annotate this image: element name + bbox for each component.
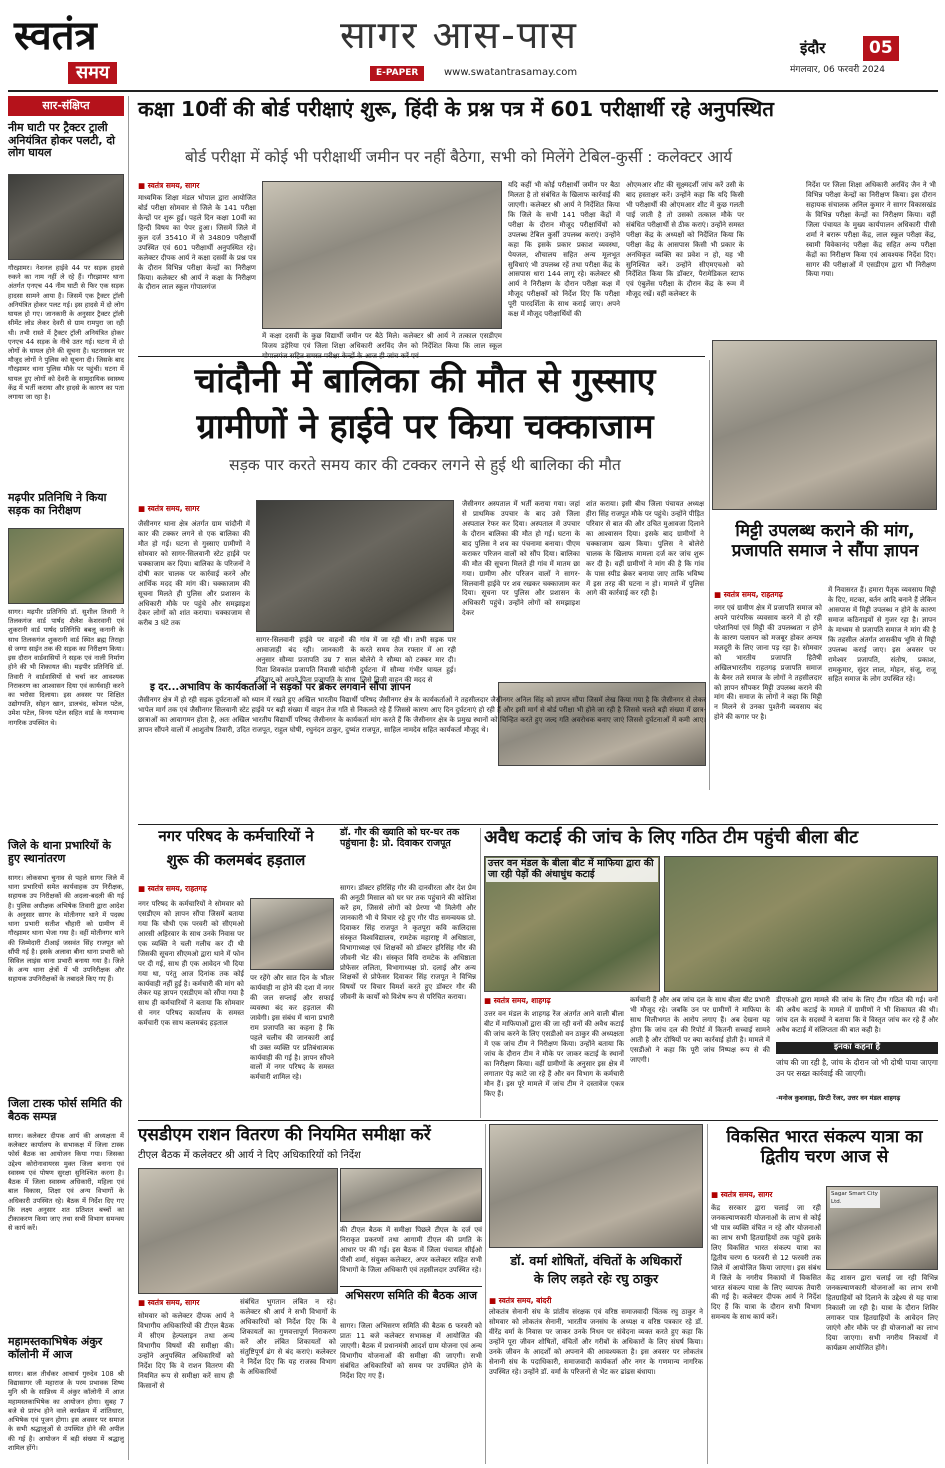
tl-meeting-photo-2 [340,1168,482,1222]
raghu-headline-1: डॉ. वर्मा शोषितों, वंचितों के अधिकारों [510,1253,682,1268]
edition-box [790,34,940,84]
sidebar-divider [128,96,129,1460]
ration-col3: की टीएल बैठक में समीक्षा पिछले टीएल के दर्ज एवं निराकृत प्रकरणों तथा आगामी टीएल की प्रगति के आधार पर की गई। इस बैठक में जिला पंचायत सीईओ पीसी शर्मा, संयुक्त कलेक्टर, अपर कलेक्टर सहित सभी विभागों के जिला अधिकारी एवं तहसीलदार उपस्थित रहे। [340,1226,482,1274]
raghu-divider [707,1124,708,1464]
ration-subhead: टीएल बैठक में कलेक्टर श्री आर्य ने दिए अधिकारियों को निर्देश [138,1150,361,1161]
strike-byline [138,884,274,894]
raghu-byline-text: स्वतंत्र समय, बांदरी [498,1296,552,1305]
masthead-rule [8,90,938,92]
byline-bullet-icon: ■ [711,1190,721,1199]
byline-bullet-icon: ■ [138,884,148,893]
smart-city-sign: Sagar Smart City Ltd. [830,1190,880,1208]
abvp-headline: इ दर...अभाविप के कार्यकर्ताओं ने सड़कों पर ब्रेकर लगवाने सौंपा ज्ञापन [150,682,411,693]
ration-col1: सोमवार को कलेक्टर दीपक आर्य ने विभागीय अधिकारियों की टीएल बैठक में सीएम हेल्पलाइन तथा अन्य विभागीय विषयों की समीक्षा की। उन्होंने अनुपस्थित अधिकारियों को निर्देश दिए कि वे राशन वितरण की नियमित रूप से समीक्षा करें साथ ही किसानों से [138,1312,234,1390]
forest-col2: कर्मचारी हैं और अब जांच दल के साथ बीला बीट प्रभारी भी मौजूद रहे। जबकि उन पर ग्रामीणों ने माफिया के साथ मिलीभगत के आरोप लगाए हैं। अब देखना यह होगा कि जांच दल की रिपोर्ट में कितनी सच्चाई सामने आती है और दोषियों पर क्या कार्रवाई होती है। मामले में एसडीओ ने कहा कि पूरी जांच निष्पक्ष रूप से की जाएगी। [630,996,770,1064]
strike-headline-2: शुरू की कलमबंद हड़ताल [166,851,306,869]
forest-officials-photo [664,856,938,992]
exam-col3: ओएमआर शीट की सूक्ष्मदर्शी जांच करें उसी के बाद हस्ताक्षर करें। उन्होंने कहा कि यदि किसी भी परीक्षार्थी की ओएमआर शीट में कुछ गलती पाई जाती है तो उसको तत्काल मौके पर संबंधित परीक्षार्थी से ठीक कराएं। उन्होंने समस्त परीक्षा केंद्र के अध्यक्षों को निर्देशित किया कि परीक्षा केंद्र के आसपास किसी भी प्रकार के अनधिकृत व्यक्ति का प्रवेश न हो, यह भी सुनिश्चित करें। उन्होंने सीएमएचओ को निर्देशित किया कि डॉक्टर, पैरामेडिकल स्टाफ एवं एंबुलेंस परीक्षा के दौरान केंद्र के रूम में मौजूद रखें। वहीं कलेक्टर के [626,181,744,299]
quote-attribution: -मनोज कुशवाहा, डिप्टी रेंजर, उत्तर वन मंडल शाहगढ़ [776,1094,901,1102]
exam-byline-text: स्वतंत्र समय, सागर [147,181,200,190]
sidebar-item-2-title: जिले के थाना प्रभारियों के हुए स्थानांतरण [8,839,111,865]
viksit-headline: विकसित भारत संकल्प यात्रा का द्वितीय चरण आज से [726,1127,923,1167]
byline-bullet-icon: ■ [138,181,148,190]
logo-line2: समय [68,62,117,84]
edition-city: इंदौर [800,39,826,57]
gaur-headline: डॉ. गौर की ख्याति को घर-घर तक पहुंचाना है: प्रो. दिवाकर राजपूत [340,827,460,849]
exam-col2: यदि कहीं भी कोई परीक्षार्थी जमीन पर बैठा मिलता है तो संबंधित के खिलाफ कार्रवाई की जाएगी। कलेक्टर श्री आर्य ने निर्देशित किया कि जिले के सभी 141 परीक्षा केंद्रों में परीक्षा के दौरान मौजूद परीक्षार्थियों को उपलब्ध टेबिल कुर्सी उपलब्ध कराएं। उन्होंने कहा कि इसके प्रकार प्रकाश व्यवस्था, पेयजल, शौचालय सहित अन्य मूलभूत सुविधाएं भी उपलब्ध रहें तथा परीक्षा केंद्र के आसपास धारा 144 लागू रहे। कलेक्टर श्री आर्य ने निरीक्षण के दौरान परीक्षा कक्ष में मौजूद परीक्षकों को निर्देश दिए कि परीक्षा पूरी पारदर्शिता के साथ कराई जाए। अपने कक्ष में मौजूद परीक्षार्थियों की [508,181,620,319]
ration-divider [485,1124,486,1464]
viksit-byline-text: स्वतंत्र समय, सागर [720,1190,773,1199]
highway-blockade-photo [256,500,454,632]
tractor-accident-photo [8,174,124,260]
accident-byline-text: स्वतंत्र समय, सागर [147,504,200,513]
strike-photo [250,898,334,970]
viksit-col2: केंद्र शासन द्वारा चलाई जा रही विभिन्न जनकल्याणकारी योजनाओं का लाभ सभी हितग्राहियों को दिलाने के उद्देश्य से यह यात्रा निकाली जा रही है। यात्रा के दौरान शिविर लगाकर पात्र हितग्राहियों के आवेदन लिए जाएंगे और मौके पर ही योजनाओं का लाभ दिया जाएगा। सभी नगरीय निकायों में कार्यक्रम आयोजित होंगे। [826,1274,938,1352]
strike-col2: पर रहेंगे और सात दिन के भीतर कार्यवाही ना होने की दशा में नगर की जल सप्लाई और सफाई व्यवस्था बंद कर हड़ताल की जावेगी। इस संबंध में थाना प्रभारी राम प्रजापति का कहना है कि पहले चलीच की जानकारी आई थी उक्त व्यक्ति पर प्रतिबंधात्मक कार्यवाही की गई है। ज्ञापन सौंपने वालों में नगर परिषद के समस्त कर्मचारी शामिल रहे। [250,974,334,1082]
masthead [0,0,945,90]
prajapati-headline: मिट्टी उपलब्ध कराने की मांग, प्रजापति समाज ने सौंपा ज्ञापन [731,521,919,561]
road-inspection-photo [8,528,124,604]
edition-date: मंगलवार, 06 फरवरी 2024 [790,65,886,75]
abhibhashan-text: सागर। जिला अभिसरण समिति की बैठक 6 फरवरी को प्रातः 11 बजे कलेक्टर सभाकक्ष में आयोजित की जाएगी। बैठक में प्रधानमंत्री आदर्श ग्राम योजना एवं अन्य विभागीय योजनाओं की समीक्षा की जाएगी। सभी संबंधित अधिकारियों को समय पर उपस्थित होने के निर्देश दिए गए हैं। [340,1322,482,1380]
forest-col3: डीएफओ द्वारा मामले की जांच के लिए टीम गठित की गई। वनों की अवैध कटाई के मामले में ग्रामीणों ने भी शिकायत की थी। जांच दल के सदस्यों ने बताया कि वे विस्तृत जांच कर रहे हैं और अवैध कटाई में संलिप्तता की बात कही है। [776,996,938,1034]
strike-headline-1: नगर परिषद के कर्मचारियों ने [158,827,314,845]
accident-col4: जैसीनगर अस्पताल में भर्ती कराया गया। जहां से प्राथमिक उपचार के बाद उसे जिला अस्पताल रेफर कर दिया। अस्पताल में उपचार के दौरान बालिका की मौत हो गई। घटना के बाद पुलिस ने शव का पंचनामा बनाया। पीएम कराकर परिजन वालों को सौंप दिया। बालिका की मौत की सूचना मिलते ही गांव में मातम छा गया। ग्रामीण और परिजन वालों ने सागर-सिलवानी हाईवे पर शव रखकर चक्काजाम कर दिया। सूचना पर पुलिस और प्रशासन के अधिकारी पहुंचे। उन्होंने लोगों को समझाइश देकर [462,500,580,618]
abvp-rule [138,824,938,825]
exam-col1: माध्यमिक शिक्षा मंडल भोपाल द्वारा आयोजित बोर्ड परीक्षा सोमवार से जिले के 141 परीक्षा केन्द्रों पर शुरू हुई। पहले दिन कक्षा 10वीं का हिन्दी विषय का पेपर हुआ। जिसमें जिले में कुल दर्ज 35410 में से 34809 परीक्षार्थी उपस्थित एवं 601 परीक्षार्थी अनुपस्थित रहे। कलेक्टर दीपक आर्य ने कक्षा दसवीं के प्रश्न पत्र के दौरान विभिन्न परीक्षा केन्द्रों का निरीक्षण किया। कलेक्टर श्री आर्य ने कक्षा के निरीक्षण के दौरान लाल स्कूल गोपालगंज [138,194,256,292]
forest-byline-text: स्वतंत्र समय, शाहगढ़ [493,996,551,1005]
quote-label: इनका कहना है [833,1042,880,1052]
byline-bullet-icon: ■ [714,590,724,599]
tribute-photo [489,1124,703,1248]
accident-headline-2: ग्रामीणों ने हाईवे पर किया चक्काजाम [196,407,654,447]
logo [10,12,140,86]
prajapati-col2: में निवासरत हैं। हमारा पैतृक व्यवसाय मिट्टी के दिए, मटका, बर्तन आदि बनाने हैं लेकिन आसपास में मिट्टी उपलब्ध न होने के कारण समाज कठिनाइयों से गुजर रहा है। ज्ञापन के माध्यम से प्रजापति समाज ने मांग की है कि तहसील अंतर्गत शासकीय भूमि से मिट्टी उपलब्ध कराई जाए। इस अवसर पर रामेश्वर प्रजापति, संतोष, प्रकाश, रामकुमार, सुंदर लाल, मोहन, संजू, राजू सहित समाज के लोग उपस्थित रहे। [828,586,936,684]
tl-meeting-photo [138,1168,338,1294]
prajapati-byline [714,590,824,600]
sidebar [8,96,124,1460]
sidebar-item-2-text: सागर। लोकसभा चुनाव से पहले सागर जिले में थाना प्रभारियों समेत कार्यवाहक उप निरीक्षक, सहायक उप निरीक्षकों की अदला-बदली की गई है। पुलिस अधीक्षक अभिषेक तिवारी द्वारा आदेश के अनुसार सागर के मोतीनगर थाने में पदस्थ थाना प्रभारी सतीश चौहारी को ग्रामीण में गौरझामर थाना भेजा गया है। वहीं मोतीनगर थाने की जिम्मेदारी टीआई जसवंत सिंह राजपूत को सौंपी गई है। इसके अलावा बीना थाना प्रभारी को सिविल लाइंस थाना प्रभारी बनाया गया है। जिले के अन्य थाना क्षेत्रों में भी उपनिरीक्षक और सहायक उपनिरीक्षकों के तबादले किए गए हैं। [8,874,124,984]
sidebar-item-4-title: महामस्तकाभिषेक अंकुर कॉलोनी में आज [8,1335,103,1361]
viksit-byline [711,1190,831,1200]
sidebar-item-4-text: सागर। बाल तीर्थंकर आचार्य गुरुदेव 108 श्री विद्यासागर जी महाराज के परम प्रभावक शिष्य मुनि श्री के सान्निध्य में अंकुर कॉलोनी में आज महामस्तकाभिषेक का आयोजन होगा। सुबह 7 बजे से प्रारंभ होने वाले कार्यक्रम में शांतिधारा, अभिषेक एवं पूजन होगा। इस अवसर पर समाज के सभी श्रद्धालुओं से उपस्थित होने की अपील की गई है। आयोजन में बड़ी संख्या में श्रद्धालु शामिल होंगे। [8,1370,124,1452]
byline-bullet-icon: ■ [484,996,494,1005]
accident-byline [138,504,273,514]
abvp-text: जैसीनगर क्षेत्र में हो रही सड़क दुर्घटनाओं को ध्यान में रखते हुए अखिल भारतीय विद्यार्थी परिषद जैसीनगर क्षेत्र के कार्यकर्ताओं ने तहसीलदार जैसीनगर अनिल सिंह को ज्ञापन सौंपा जिसमें लेख किया गया है कि जैसीनगर से लेकर भापेल मार्ग तक एवं जैसीनगर सिलवानी स्टेट हाईवे पर बड़ी संख्या में वाहन तेज गति से निकलते रहे हैं जिससे कारण आए दिन दुर्घटनाएं हो रही हैं और इसी मार्ग से बोर्ड परीक्षा भी होने जा रही है जिससे चलते बड़ी संख्या में छात्र-छात्राओं का आवागमन होता है, अतः अखिल भारतीय विद्यार्थी परिषद जैसीनगर के कार्यकर्ता मांग करते हैं कि जैसीनगर क्षेत्र के प्रमुख स्थानों को चिन्हित करते हुए जल्द गति अवरोधक बनाए जाएं जिससे दुर्घटनाओं में कमी आए। ज्ञापन सौंपने वालों में आशुतोष तिवारी, उदित राजपूत, राहुल घोषी, रघुनंदन ठाकुर, दुष्यंत राजपूत, साहिल नामदेव सहित कार्यकर्ता मौजूद थे। [138,696,706,734]
sidebar-item-0-title: नीम घाटी पर ट्रैक्टर ट्राली अनियंत्रित होकर पलटी, दो लोग घायल [8,121,116,160]
viksit-col1: केंद्र सरकार द्वारा चलाई जा रही जनकल्याणकारी योजनाओं के लाभ से कोई भी पात्र व्यक्ति वंचित न रहे और योजनाओं का लाभ सभी हितग्राहियों तक पहुंचे इसके लिए विकसित भारत संकल्प यात्रा का द्वितीय चरण 6 फरवरी से 12 फरवरी तक जिले में आयोजित किया जाएगा। इस संबंध में जिले के नगरीय निकायों में विकसित भारत संकल्प यात्रा के लिए व्यापक तैयारी की गई है। कलेक्टर दीपक आर्य ने निर्देश दिए हैं कि यात्रा के दौरान सभी विभाग समन्वय के साथ कार्य करें। [711,1204,821,1322]
exam-col4: निर्देश पर जिला शिक्षा अधिकारी अरविंद जैन ने भी विभिन्न परीक्षा केन्द्रों का निरीक्षण किया। इस दौरान सहायक संचालक अनिल कुमार ने सागर विकासखंड के विभिन्न परीक्षा केन्द्रों का निरीक्षण किया। वहीं जिला पंचायत के मुख्य कार्यपालन अधिकारी पीसी शर्मा ने बरारू परीक्षा केंद्र, लाल स्कूल परीक्षा केंद्र, स्वामी विवेकानंद परीक्षा केंद्र सहित अन्य परीक्षा केंद्रों का निरीक्षण किया एवं आवश्यक निर्देश दिए। सागर की परीक्षाओं में एसडीएम द्वारा भी निरीक्षण किया गया। [806,181,936,279]
strike-col1: नगर परिषद के कर्मचारियों ने सोमवार को एसडीएम को ज्ञापन सौंपा जिसमें बताया गया कि चौथी एक परवरी को सीएमओ आरसी अहिरवार के साथ उनके निवास पर एक व्यक्ति ने चली गलीच कर दी थी जिसकी सूचना सीएमओ द्वारा थाने में फोन पर दी गई, साथ ही एक आवेदन भी दिया गया था, परंतु आज दिनांक तक कोई कार्यवाही नहीं हुई है। कर्मचारी की मांग को लेकर यह ज्ञापन एसडीएम को सौंपा गया है साथ ही कर्मचारियों ने बताया कि सोमवार से नगर परिषद कार्यालय के समस्त कर्मचारी एक साथ कलमबंद हड़ताल [138,900,244,1028]
logo-line1: स्वतंत्र [14,12,97,59]
sidebar-item-1-title: मढ़पीर प्रतिनिधि ने किया सड़क का निरीक्षण [8,491,107,517]
exam-photo-caption: में कक्षा दसवीं के कुछ विद्यार्थी जमीन पर बैठे मिले। कलेक्टर श्री आर्य ने तत्काल एसडीएम विजय डहेरिया एवं जिला शिक्षा अधिकारी अरविंद जैन को निर्देशित किया कि लाल स्कूल [262,332,502,350]
raghu-headline-2: के लिए लड़ते रहेः रघु ठाकुर [533,1271,659,1286]
ration-col2: संबंधित भुगतान लंबित न रहे। कलेक्टर श्री आर्य ने सभी विभागों के अधिकारियों को निर्देश दिए कि वे शिकायतों का गुणवत्तापूर्ण निराकरण करें और लंबित शिकायतों को संतुष्टिपूर्ण ढंग से बंद कराएं। कलेक्टर ने निर्देश दिए कि यह राजस्व विभाग के अधिकारियों [240,1298,336,1376]
raghu-text: लोकतंत्र सेनानी संघ के प्रांतीय संरक्षक एवं वरिष्ठ समाजवादी चिंतक रघु ठाकुर ने सोमवार को लोकतंत्र सेनानी, भारतीय जनसंघ के अध्यक्ष व वरिष्ठ पत्रकार रहे डॉ. वीरेंद्र वर्मा के निवास पर जाकर उनके निधन पर संवेदना व्यक्त करते हुए कहा कि उन्होंने पूरा जीवन शोषितों, वंचितों और गरीबों के अधिकारों के लिए संघर्ष किया। उनके जीवन के आदर्शों को अपनाने की आवश्यकता है। इस अवसर पर लोकतंत्र सेनानी संघ के पदाधिकारी, समाजवादी कार्यकर्ता और नगर के गणमान्य नागरिक उपस्थित रहे। उन्होंने डॉ. वर्मा के परिजनों से भेंट कर ढांढस बंधाया। [489,1308,703,1376]
gaur-text: सागर। डॉक्टर हरिसिंह गौर की दानवीरता और देश प्रेम की अनूठी मिसाल को घर घर तक पहुंचाने की कोशिश करें हम, जिससे लोगों को प्रेरणा भी मिलेगी और जानकारी भी ये विचार रहे हुए गौर पीठ समन्वयक प्रो. दिवाकर सिंह राजपूत ने कृतपूरा कवि कालिदास संस्कृत विश्वविद्यालय, रामटेक महाराष्ट्र में अधिष्ठाता, विभागाध्यक्ष एवं शिक्षकों को डॉक्टर हरिसिंह गौर की जीवनी भेंट की। संस्कृत विवि रामटेक के अधिष्ठाता प्रोफेसर ललिता, विभागाध्यक्ष प्रो. दलाई और अन्य शिक्षकों से प्रोफेसर दिवाकर सिंह राजपूत ने विभिन्न विषयों पर विचार विमर्श करते हुए डॉक्टर गौर की जीवनी के कार्यों को विशेष रूप से परिचित कराया। [340,884,476,1002]
forest-headline: अवैध कटाई की जांच के लिए गठित टीम पहुंची बीला बीट [484,827,859,848]
byline-bullet-icon: ■ [138,1298,148,1307]
epaper-bar [370,66,710,81]
forest-col1: उत्तर वन मंडल के शाहगढ़ रेंज अंतर्गत आने वाली बीला बीट में माफियाओं द्वारा की जा रही वनों की अवैध कटाई की जांच करने के लिए एसडीओ वन ठाकुर की अध्यक्षता में एक जांच टीम ने निरीक्षण किया। उन्होंने बताया कि जांच के दौरान टीम ने मौके पर जाकर कटाई के स्थानों का निरीक्षण किया। वहीं ग्रामीणों के अनुसार इस क्षेत्र में लगातार पेड़ काटे जा रहे हैं और वन विभाग के कर्मचारी मौन हैं। इस पूरे मामले में जांच टीम ने दस्तावेज एकत्र किए हैं। [484,1010,624,1098]
sidebar-item-1-text: सागर। मढ़पीर प्रतिनिधि डॉ. सुशील तिवारी ने तिलकगंज वार्ड पार्षद शैलेश केशरवानी एवं शुकरानी वार्ड पार्षद प्रतिनिधि बबलू कनानी के साथ तिलकगंज शुकरानी वार्ड स्थित ब्रह्म तिराहा से जग्गा साईन तक की सड़क का निरीक्षण किया। इस दौरान वार्डवासियों ने सड़क एवं नाली निर्माण होने की भी शिकायत की। मढ़पीर प्रतिनिधि डॉ. तिवारी ने वार्डवासियों से चर्चा कर आवश्यक निराकरण का आश्वासन दिया एवं कार्यवाही करने का भरोसा दिलाया। इस अवसर पर शिक्षित उद्योगपति, सोहन खान, डालचंद, कोमल पटेल, उमेश पटेल, विनय पटेल सहित वार्ड के गणमान्य नागरिक उपस्थित थे। [8,608,124,727]
byline-bullet-icon: ■ [138,504,148,513]
section-title: सागर आस-पास [340,13,578,57]
raghu-byline [489,1296,619,1306]
accident-col2: सागर-सिलवानी हाईवे पर वाहनों की आवाजाही बंद रही। जानकारी के अनुसार सौम्या प्रजापति उम्र 7 साल पिता शिवकांत प्रजापति निवासी चांदौनी रविवार को अपने पिता प्रजापति के साथ [256,636,356,684]
prajapati-byline-text: स्वतंत्र समय, राहतगढ़ [723,590,783,599]
sidebar-tag: सार-संक्षिप्त [8,96,124,116]
exam-subhead: बोर्ड परीक्षा में कोई भी परीक्षार्थी जमीन पर नहीं बैठेगा, सभी को मिलेंगे टेबिल-कुर्सी : कलेक्टर आर्य [185,148,733,166]
gaur-divider [480,828,481,1118]
exam-headline: कक्षा 10वीं की बोर्ड परीक्षाएं शुरू, हिंदी के प्रश्न पत्र में 601 परीक्षार्थी रहे अनुपस्थित [138,97,774,121]
sidebar-item-3-text: सागर। कलेक्टर दीपक आर्य की अध्यक्षता में कलेक्टर कार्यालय के सभाकक्ष में जिला टास्क फोर्स बैठक का आयोजन किया गया। जिसका उद्देश्य कोरोनावायरस मुक्त जिला बनाना एवं स्वास्थ्य एवं पोषण सुरक्षा सुनिश्चित करना है। बैठक में जिला स्वास्थ्य अधिकारी, महिला एवं बाल विकास, शिक्षा एवं अन्य विभागों के अधिकारी उपस्थित रहे। बैठक में निर्देश दिए गए कि लक्ष्य अनुसार शत प्रतिशत बच्चों का टीकाकरण किया जाए तथा सभी विभाग समन्वय से कार्य करें। [8,1132,124,1233]
forest-inset-headline: उत्तर वन मंडल के बीला बीट में माफिया द्वारा की जा रही पेड़ों की अंधाधुंध कटाई [486,858,658,882]
byline-bullet-icon: ■ [489,1296,499,1305]
exam-rule [138,356,705,357]
exam-hall-photo [262,181,502,329]
sidebar-item-3-title: जिला टास्क फोर्स समिति की बैठक सम्पन्न [8,1097,122,1123]
accident-col3: गांव में जा रही थी। तभी सड़क पार करते समय तेज रफ्तार में आ रही बोलेरो ने सौम्या को टक्कर मार दी। दुर्घटना में सौम्या गंभीर घायल हुई। जिसे निजी वाहन की मदद से [360,636,456,684]
strike-byline-text: स्वतंत्र समय, राहतगढ़ [147,884,207,893]
page-number: 05 [863,36,899,61]
website-link[interactable]: www.swatantrasamay.com [444,67,578,78]
abhibhashan-headline: अभिसरण समिति की बैठक आज [345,1289,477,1302]
forest-byline [484,996,614,1006]
forest-rule [138,1120,938,1121]
accident-col1: जैसीनगर थाना क्षेत्र अंतर्गत ग्राम चांदौनी में कार की टक्कर लगने से एक बालिका की मौत हो गई। घटना से गुस्साए ग्रामीणों ने सोमवार को सागर-सिलवानी स्टेट हाईवे पर चक्काजाम कर दिया। बालिका के परिजनों ने दोषी कार चालक पर कार्रवाई करने और आर्थिक मदद की मांग की। चक्काजाम की सूचना मिलते ही पुलिस और प्रशासन के अधिकारी मौके पर पहुंचे और समझाइश देकर लोगों को शांत कराया। चक्काजाम से करीब 3 घंटे तक [138,520,250,628]
accident-subhead: सड़क पार करते समय कार की टक्कर लगने से हुई थी बालिका की मौत [229,456,621,474]
exam-byline [138,181,258,191]
mid-divider [709,360,710,790]
accident-col5: शांत कराया। इसी बीच जिला पंचायत अध्यक्ष हीरा सिंह राजपूत मौके पर पहुंचे। उन्होंने पीड़ित परिवार से बात की और उचित मुआवजा दिलाने का आश्वासन दिया। इसके बाद ग्रामीणों ने चक्काजाम खत्म किया। पुलिस ने बोलेरो चालक के खिलाफ मामला दर्ज कर जांच शुरू कर दी है। वहीं ग्रामीणों ने मांग की है कि गांव के पास स्पीड ब्रेकर बनाया जाए ताकि भविष्य में इस तरह की घटना न हो। मामले में पुलिस आगे की कार्रवाई कर रही है। [586,500,704,598]
quote-text: जांच की जा रही है, जांच के दौरान जो भी दोषी पाया जाएगा उन पर सख्त कार्रवाई की जाएगी। [776,1058,938,1078]
prajapati-col1: नगर एवं ग्रामीण क्षेत्र में प्रजापति समाज को अपने पारंपरिक व्यवसाय करने में हो रही परेशानियां एवं मिट्टी की उपलब्धता न होने के कारण पलायन को मजबूर होकर अन्यत्र मजदूरी के लिए जाना पड़ रहा है। सोमवार को भारतीय प्रजापति हितैषी अखिलभारतीय राहतगढ़ प्रजापति समाज के बैनर तले समाज के लोगों ने तहसीलदार को ज्ञापन सौंपकर मिट्टी उपलब्ध कराने की मांग की। समाज के लोगों ने कहा कि मिट्टी न मिलने से उनका पुश्तैनी व्यवसाय बंद होने की कगार पर है। [714,604,822,722]
accident-headline-1: चांदौनी में बालिका की मौत से गुस्साए [194,361,656,401]
epaper-label: E-PAPER [370,66,424,81]
abhi-rule [340,1286,482,1287]
exam-inspection-photo [712,340,937,510]
ration-headline: एसडीएम राशन वितरण की नियमित समीक्षा करें [138,1125,431,1145]
sidebar-item-0-text: गौरझामर। नेशनल हाईवे 44 पर सड़क हादसे रुकने का नाम नहीं ले रहे हैं। गौरझामर थाना अंतर्गत एनएच 44 नीम घाटी से फिर एक सड़क हादसा सामने आया है। जिसमें एक ट्रैक्टर ट्रॉली अनियंत्रित होकर पलट गई। इस हादसे में दो लोग घायल हो गए। जानकारी के अनुसार ट्रैक्टर ट्रॉली सीमेंट लोड लेकर देवरी से ग्राम रामपुरा जा रही थी। तभी रास्ते में ट्रैक्टर ट्रॉली अनियंत्रित होकर एनएच 44 सड़क के नीचे उतर गई। घटना में दो लोगों के घायल होने की सूचना है। घटनास्थल पर मौजूद लोगों ने पुलिस को सूचना दी। जिसके बाद गौरझामर थाना पुलिस मौके पर पहुंची। घटना में घायल हुए लोगों को देवरी के सामुदायिक स्वास्थ्य केंद्र में भर्ती कराया और हादसे के कारण का पता लगाया जा रहा है। [8,264,124,402]
ration-byline-text: स्वतंत्र समय, सागर [147,1298,200,1307]
